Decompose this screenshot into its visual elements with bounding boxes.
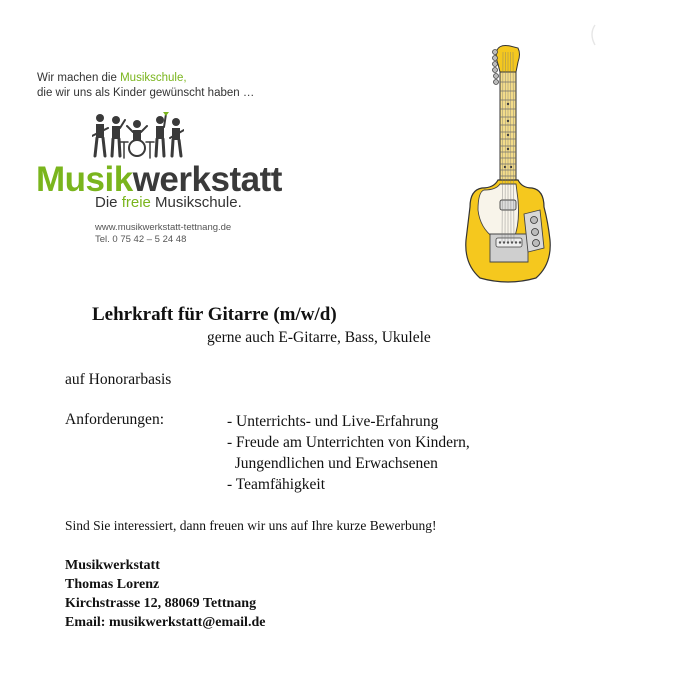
requirements-list	[227, 411, 470, 495]
job-subtitle: gerne auch E-Gitarre, Bass, Ukulele	[207, 329, 431, 346]
contact-email: Email: musikwerkstatt@email.de	[65, 615, 266, 630]
phone-text: Tel. 0 75 42 – 5 24 48	[95, 234, 187, 245]
requirement-item: - Teamfähigkeit	[227, 476, 326, 493]
contact-address: Kirchstrasse 12, 88069 Tettnang	[65, 596, 257, 611]
application-invitation: Sind Sie interessiert, dann freuen wir uns auf Ihre kurze Bewerbung!	[65, 518, 437, 533]
logo-tagline	[37, 71, 254, 101]
contact-person: Thomas Lorenz	[65, 577, 160, 592]
decorative-mark-icon	[588, 24, 598, 46]
contact-name: Musikwerkstatt	[65, 558, 160, 573]
website-text: www.musikwerkstatt-tettnang.de	[95, 222, 232, 233]
band-pictogram-icon	[92, 112, 184, 160]
requirement-item: - Freude am Unterrichten von Kindern,	[227, 434, 470, 451]
tagline-line-1: Wir machen die Musikschule,	[37, 72, 187, 84]
job-title: Lehrkraft für Gitarre (m/w/d)	[92, 304, 337, 325]
contact-block	[65, 556, 265, 632]
brand-subline: Die freie Musikschule.	[95, 194, 242, 211]
employment-basis: auf Honorarbasis	[65, 371, 172, 388]
requirement-item: Jungendlichen und Erwachsenen	[227, 455, 438, 472]
requirement-item: - Unterrichts- und Live-Erfahrung	[227, 413, 439, 430]
tagline-line-2: die wir uns als Kinder gewünscht haben …	[37, 87, 255, 99]
brand-wordmark: Musikwerkstatt	[36, 160, 282, 199]
electric-guitar-icon	[460, 42, 560, 287]
requirements-label: Anforderungen:	[65, 411, 164, 428]
